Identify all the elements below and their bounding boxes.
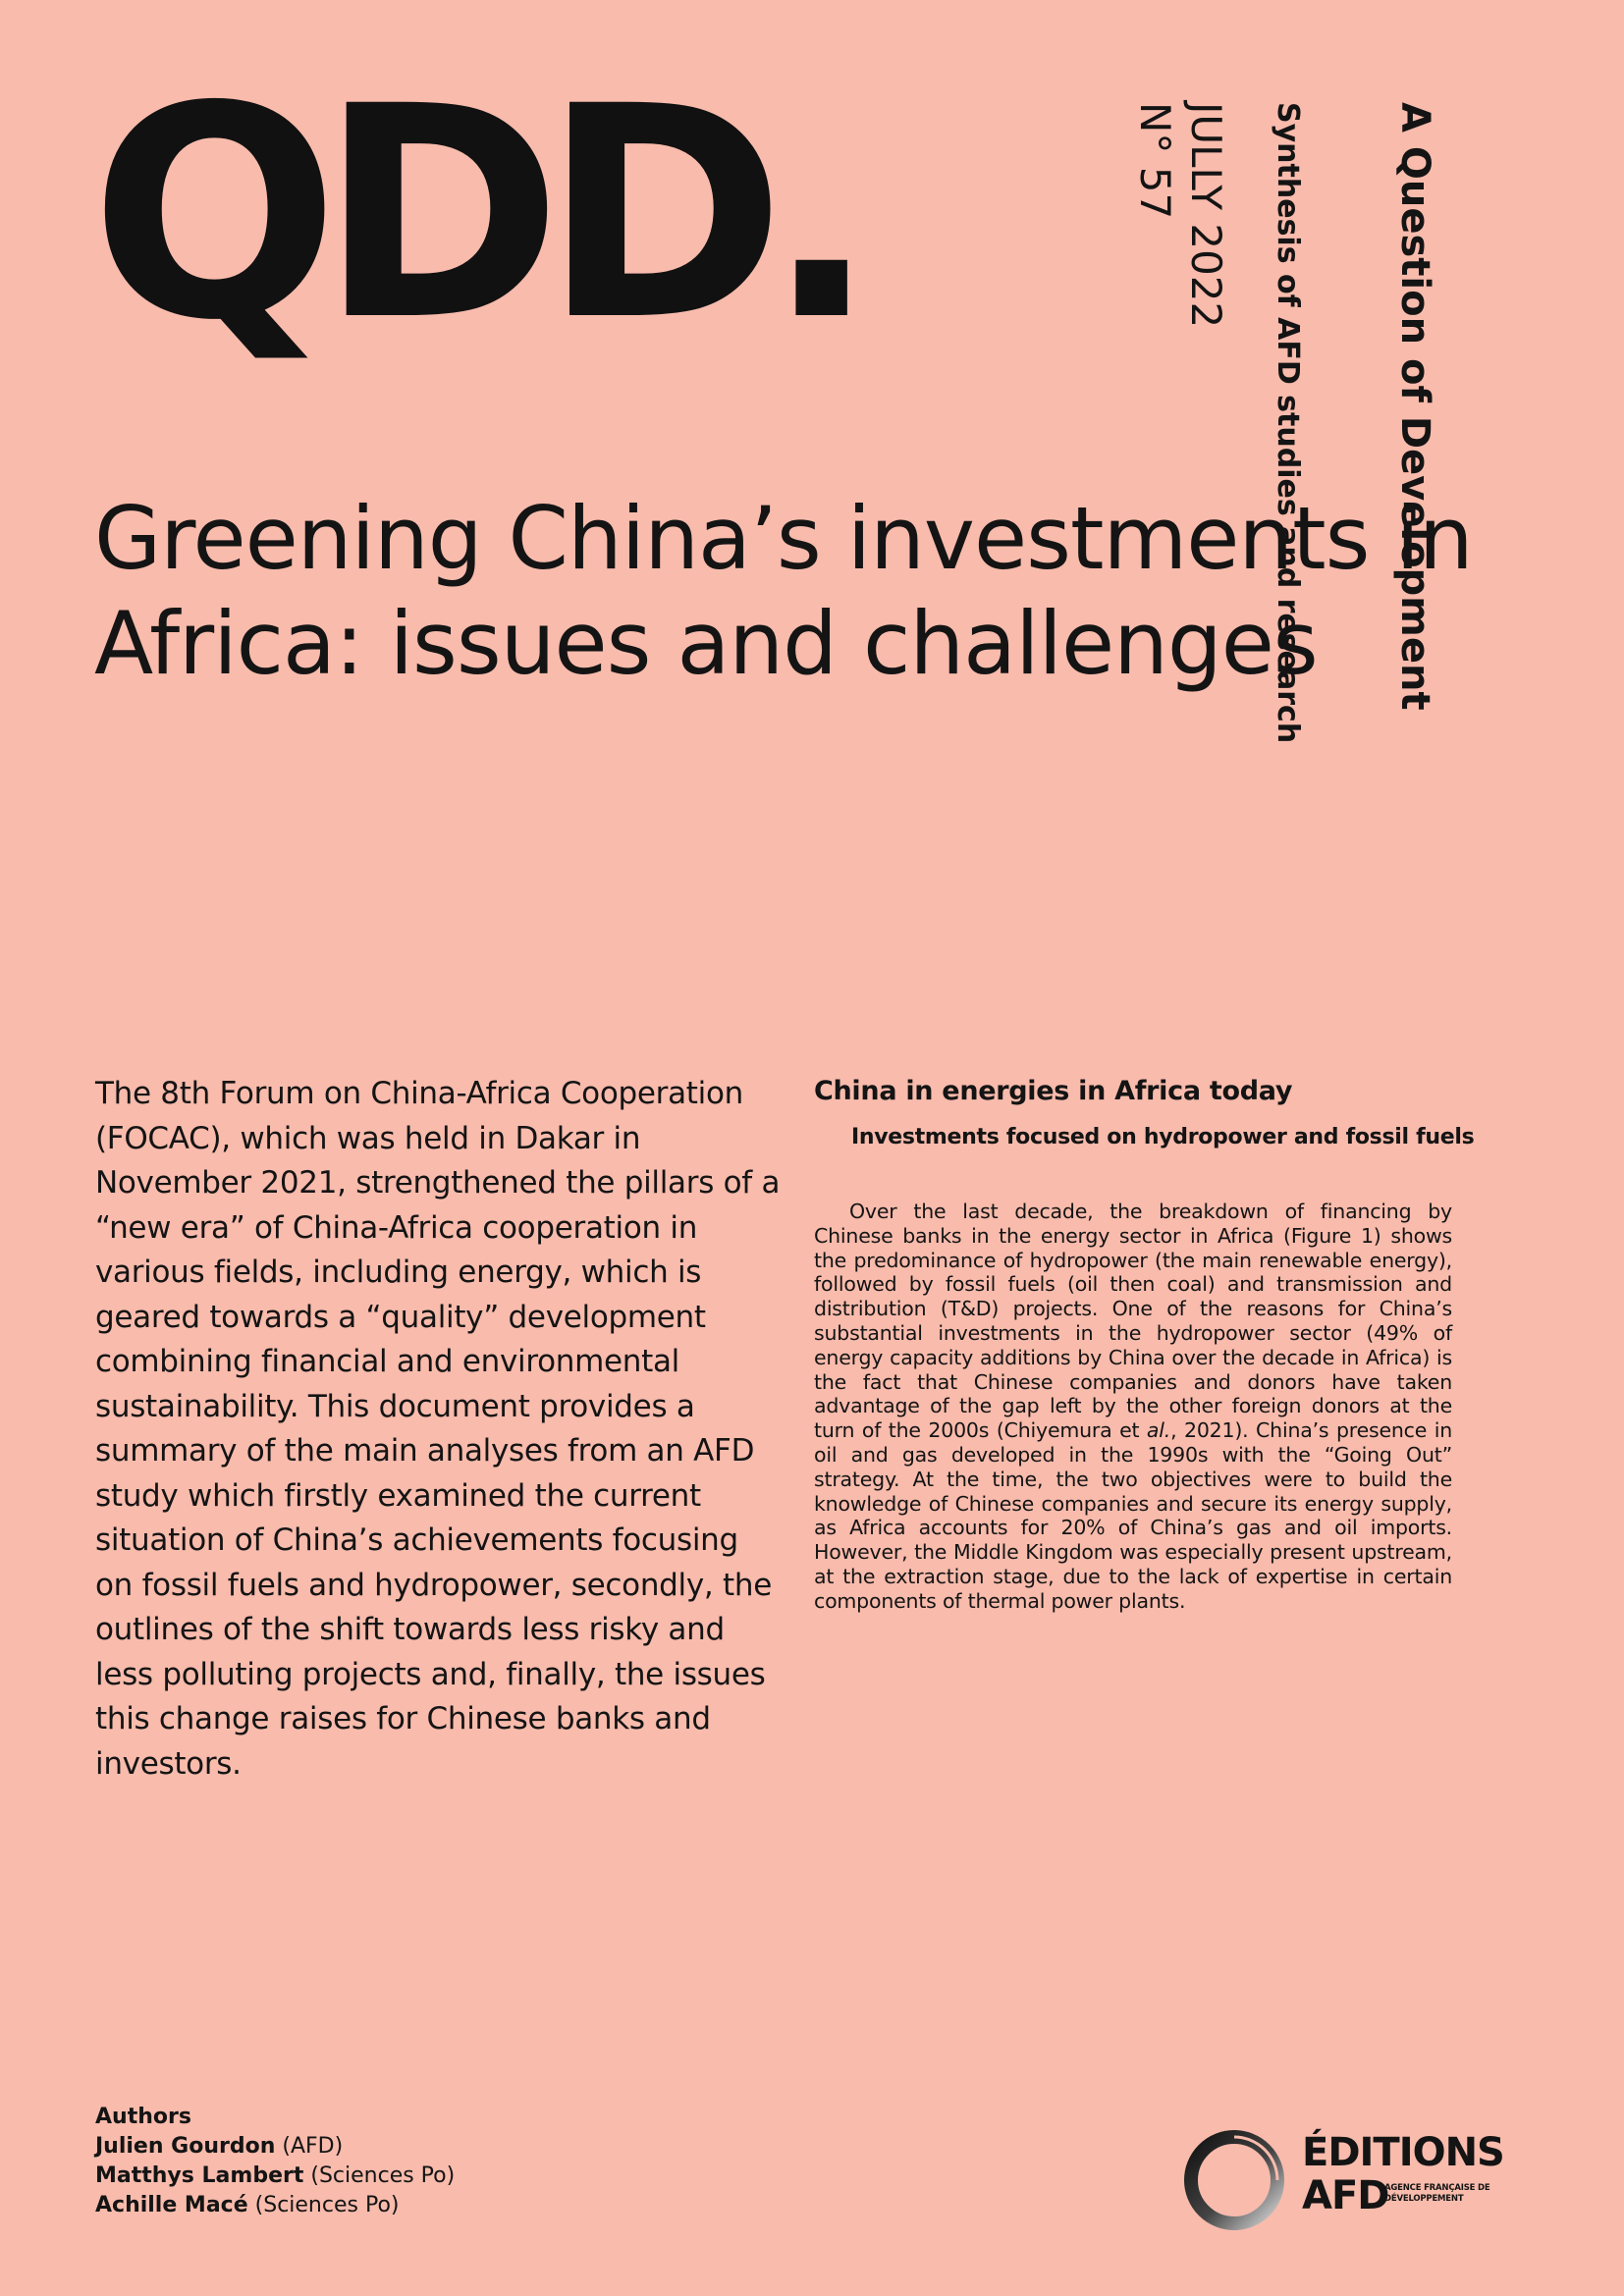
body-paragraph: [814, 1200, 1452, 1614]
issue-number: N° 57: [1131, 102, 1179, 220]
author-name: Matthys Lambert: [95, 2163, 304, 2188]
ring-logo-icon: [1180, 2126, 1288, 2234]
author-name: Achille Macé: [95, 2193, 248, 2217]
authors-block: [95, 2103, 455, 2220]
series-name: A Question of Development: [1392, 102, 1437, 711]
series-tagline: Synthesis of AFD studies and research: [1271, 102, 1305, 744]
section-heading: China in energies in Africa today: [814, 1076, 1293, 1106]
body-text-part-1: Over the last decade, the breakdown of financing by Chinese banks in the energy sector in Africa (Figure 1) shows the predominance of hydropower (the main renewable energy), followed by fossil fuels (oil then coal) and transmission and distribution (T&D) projects. One of the reasons for China’s substantial investments in the hydropower sector (49% of energy capacity additions by China over the decade in Africa) is the fact that Chinese companies and donors have taken advantage of the gap left by the other foreign donors at the turn of the 2000s (Chiyemura et: [814, 1200, 1452, 1443]
summary-text: The 8th Forum on China-Africa Cooperation (FOCAC), which was held in Dakar in November 2021, strengthened the pillars of a “new era” of China-Africa cooperation in various fields, including energy, which is geared towards a “quality” development combining financial and environmental sustainability. This document provides a summary of the main analyses from an AFD study which firstly examined the current situation of China’s achievements focusing on fossil fuels and hydropower, secondly, the outlines of the shift towards less risky and less polluting projects and, finally, the issues this change raises for Chinese banks and investors.: [95, 1076, 781, 1782]
section-subheading: Investments focused on hydropower and fossil fuels: [851, 1125, 1475, 1149]
author-line: [95, 2191, 455, 2220]
page-title: Greening China’s investments in Africa: issues and challenges: [94, 488, 1473, 694]
authors-label: Authors: [95, 2105, 191, 2129]
publisher-word: ÉDITIONS: [1302, 2130, 1504, 2175]
body-text-part-2: , 2021). China’s presence in oil and gas developed in the 1990s with the “Going Out” strategy. At the time, the two objectives were to build the knowledge of Chinese companies and secure its energy supply, as Africa accounts for 20% of China’s gas and oil imports. However, the Middle Kingdom was especially present upstream, at the extraction stage, due to the lack of expertise in certain components of thermal power plants.: [814, 1418, 1453, 1613]
issue-date: JULLY 2022: [1182, 102, 1230, 329]
publisher-abbr: AFD: [1302, 2173, 1389, 2218]
author-affiliation: (Sciences Po): [254, 2193, 400, 2217]
publisher-agency: AGENCE FRANÇAISE DE DÉVELOPPEMENT: [1384, 2183, 1490, 2204]
body-italic-al: al.: [1146, 1418, 1171, 1443]
publisher-logo: [1180, 2126, 1504, 2234]
author-line: [95, 2132, 455, 2162]
issue-date-number: [1129, 102, 1231, 328]
author-affiliation: (AFD): [282, 2134, 344, 2159]
author-line: [95, 2162, 455, 2191]
qdd-logo: QDD.: [90, 44, 858, 385]
author-affiliation: (Sciences Po): [310, 2163, 456, 2188]
author-name: Julien Gourdon: [95, 2134, 276, 2159]
